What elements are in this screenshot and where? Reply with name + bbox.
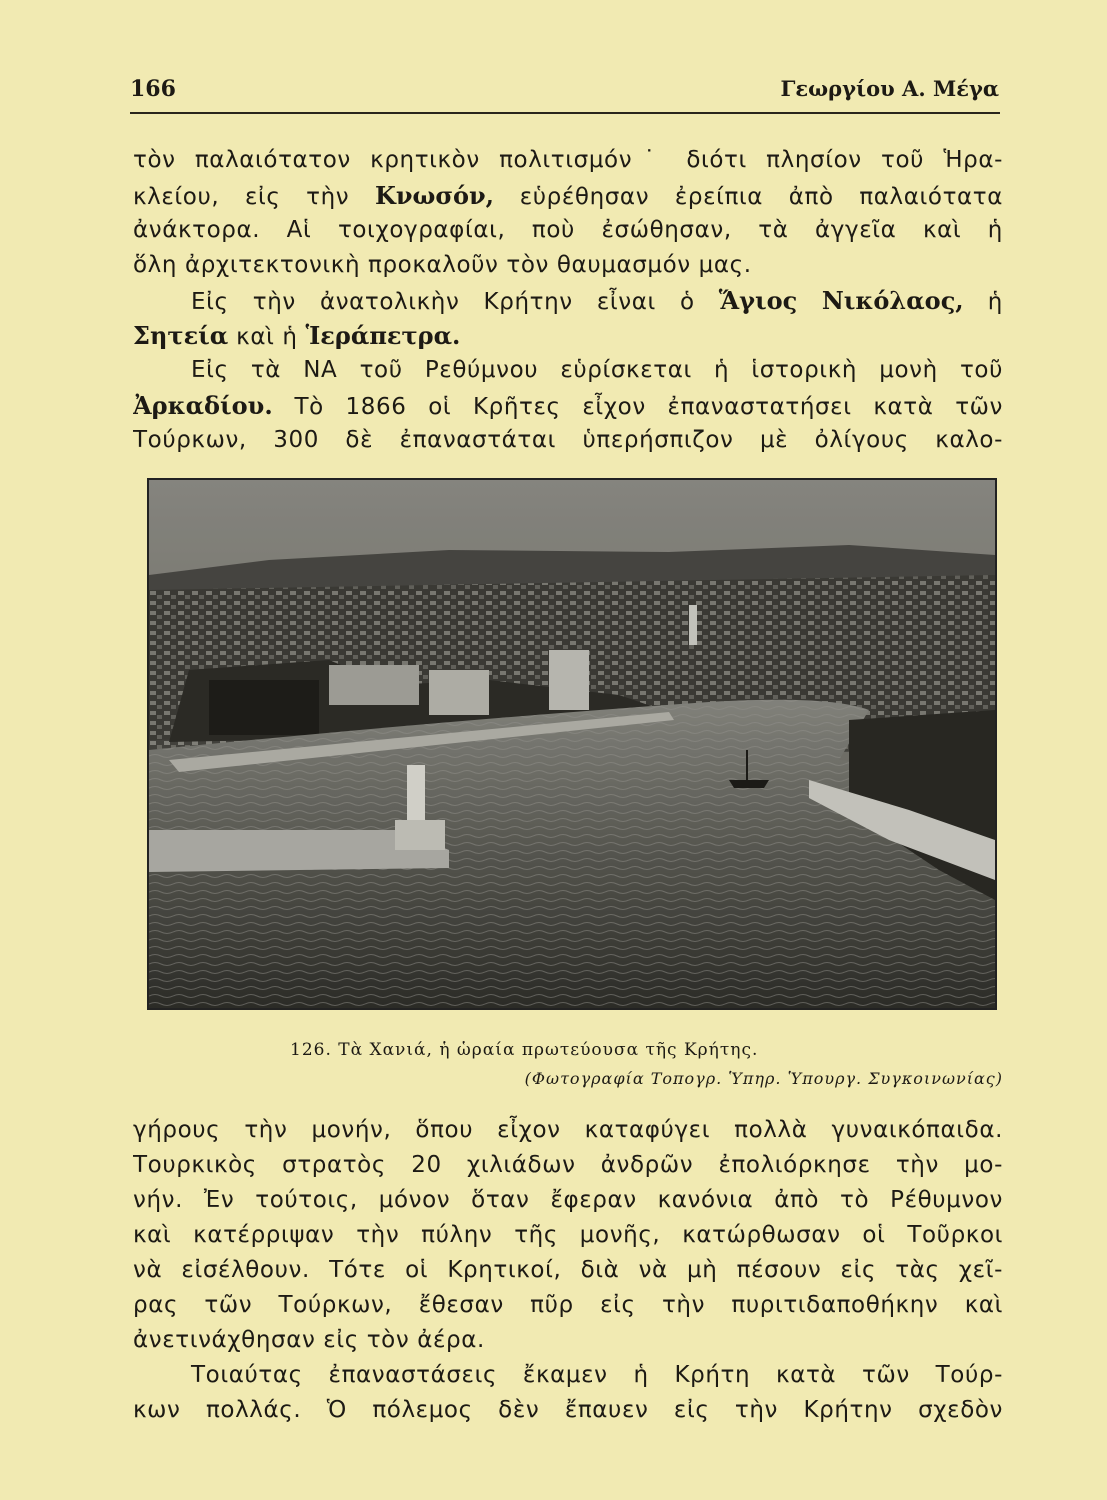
figure-caption: 126. Τὰ Χανιά, ἡ ὡραία πρωτεύουσα τῆς Κρήτης.: [290, 1040, 759, 1060]
text-line: νὰ εἰσέλθουν. Τότε οἱ Κρητικοί, διὰ νὰ μὴ πέσουν εἰς τὰς χεῖ-: [133, 1257, 1003, 1283]
text-line: Τούρκων, 300 δὲ ἐπαναστάται ὑπερήσπιζον μὲ ὀλίγους καλο-: [133, 427, 1003, 453]
text-line: καὶ κατέρριψαν τὴν πύλην τῆς μονῆς, κατώρθωσαν οἱ Τοῦρκοι: [133, 1222, 1003, 1248]
text-line: κλείου, εἰς τὴν Κνωσόν, εὑρέθησαν ἐρείπια ἀπὸ παλαιότατα: [133, 181, 1003, 210]
text-line: Σητεία καὶ ἡ Ἱεράπετρα.: [133, 321, 461, 350]
header-rule: [130, 112, 1000, 114]
place-siteia: Σητεία: [133, 321, 229, 350]
page-number: 166: [130, 76, 176, 102]
running-head: [130, 76, 999, 108]
text-line: Εἰς τὴν ἀνατολικὴν Κρήτην εἶναι ὁ Ἅγιος Νικόλαος, ἡ: [191, 286, 1003, 315]
text-line: τὸν παλαιότατον κρητικὸν πολιτισμόν˙ διότι πλησίον τοῦ Ἡρα-: [133, 147, 1003, 173]
figure-credit: (Φωτογραφία Τοπογρ. Ὑπηρ. Ὑπουργ. Συγκοινωνίας): [524, 1069, 1003, 1088]
text-block-bottom: [133, 1113, 1003, 1428]
header-author: Γεωργίου Α. Μέγα: [780, 76, 999, 101]
text-line: Ἀρκαδίου. Τὸ 1866 οἱ Κρῆτες εἶχον ἐπαναστατήσει κατὰ τῶν: [133, 391, 1003, 420]
text-block-top: [133, 143, 1003, 458]
place-ierapetra: Ἱεράπετρα.: [305, 321, 461, 350]
text-line: κων πολλάς. Ὁ πόλεμος δὲν ἔπαυεν εἰς τὴν Κρήτην σχεδὸν: [133, 1397, 1003, 1423]
place-knossos: Κνωσόν,: [374, 181, 495, 210]
text-line: Εἰς τὰ ΝΑ τοῦ Ρεθύμνου εὑρίσκεται ἡ ἱστορικὴ μονὴ τοῦ: [191, 357, 1003, 383]
text-line: ἀνάκτορα. Αἱ τοιχογραφίαι, ποὺ ἐσώθησαν, τὰ ἀγγεῖα καὶ ἡ: [133, 217, 1003, 243]
text-line: Τουρκικὸς στρατὸς 20 χιλιάδων ἀνδρῶν ἐπολιόρκησε τὴν μο-: [133, 1152, 1003, 1178]
photo-chania-harbour: [147, 478, 997, 1010]
text-line: ρας τῶν Τούρκων, ἔθεσαν πῦρ εἰς τὴν πυριτιδαποθήκην καὶ: [133, 1292, 1003, 1318]
harbour-photo-drawing: [149, 480, 995, 1008]
text-line: ἀνετινάχθησαν εἰς τὸν ἀέρα.: [133, 1327, 485, 1353]
text-line: νήν. Ἐν τούτοις, μόνον ὅταν ἔφεραν κανόνια ἀπὸ τὸ Ρέθυμνον: [133, 1187, 1003, 1213]
text-line: ὅλη ἀρχιτεκτονικὴ προκαλοῦν τὸν θαυμασμόν μας.: [133, 252, 752, 278]
place-arkadi: Ἀρκαδίου.: [133, 391, 273, 420]
text-line: Τοιαύτας ἐπαναστάσεις ἔκαμεν ἡ Κρήτη κατὰ τῶν Τούρ-: [191, 1362, 1003, 1388]
place-agios-nikolaos: Ἅγιος Νικόλαος,: [718, 286, 964, 315]
text-line: γήρους τὴν μονήν, ὅπου εἶχον καταφύγει πολλὰ γυναικόπαιδα.: [133, 1117, 1003, 1143]
